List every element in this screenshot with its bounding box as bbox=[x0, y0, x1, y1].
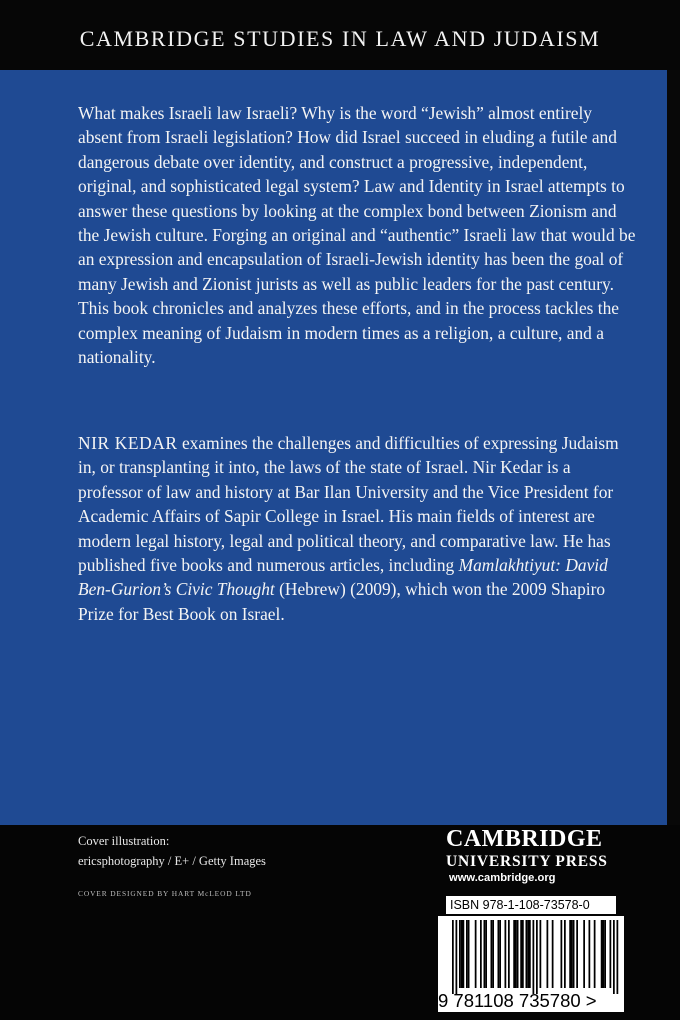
barcode-bar bbox=[603, 920, 605, 988]
barcode-bar bbox=[583, 920, 585, 988]
barcode-bar bbox=[461, 920, 463, 988]
barcode-bar bbox=[561, 920, 563, 988]
barcode-bar bbox=[564, 920, 566, 988]
illustration-credit-label: Cover illustration: bbox=[78, 834, 170, 848]
author-bio bbox=[78, 431, 638, 626]
barcode-bar bbox=[463, 920, 465, 988]
book-title-italic: Mamlakhtiyut: David Ben-Gurion’s Civic Thought bbox=[78, 555, 608, 600]
barcode-bar bbox=[508, 920, 510, 988]
barcode-bar bbox=[492, 920, 494, 988]
barcode-bar bbox=[594, 920, 596, 988]
barcode-bar bbox=[517, 920, 519, 988]
barcode-bar bbox=[515, 920, 517, 988]
author-name: NIR KEDAR bbox=[78, 433, 178, 453]
barcode-bar bbox=[547, 920, 549, 988]
barcode-bar bbox=[499, 920, 501, 988]
spine-edge bbox=[667, 70, 680, 825]
publisher-subtitle: UNIVERSITY PRESS bbox=[446, 853, 608, 870]
illustration-credit-source: ericsphotography / E+ / Getty Images bbox=[78, 854, 266, 868]
barcode-bar bbox=[485, 920, 487, 988]
author-bio-end: (Hebrew) (2009), which won the 2009 Shapiro Prize for Best Book on Israel. bbox=[78, 579, 606, 624]
barcode-bar bbox=[480, 920, 482, 988]
barcode-bar bbox=[459, 920, 461, 988]
barcode-bar bbox=[513, 920, 515, 988]
barcode bbox=[438, 916, 624, 1012]
series-title: CAMBRIDGE STUDIES IN LAW AND JUDAISM bbox=[79, 26, 601, 51]
barcode-bar bbox=[569, 920, 571, 988]
barcode-bar bbox=[468, 920, 470, 988]
barcode-bar bbox=[484, 920, 486, 988]
barcode-bar bbox=[604, 920, 606, 988]
barcode-bar bbox=[456, 920, 458, 994]
barcode-digits: 9 781108 735780 > bbox=[438, 990, 597, 1011]
designer-credit: COVER DESIGNED BY HART McLEOD LTD bbox=[78, 889, 252, 898]
blurb-paragraph: What makes Israeli law Israeli? Why is the word “Jewish” almost entirely absent from Israeli legislation? How did Israel succeed in eluding a futile and dangerous debate over identity, and construct a progressive, independent, original, and sophisticated legal system? Law and Identity in Israel attempts to answer these questions by looking at the complex bond between Zionism and the Jewish culture. Forging an original and “authentic” Israeli law that would be an expression and encapsulation of Israeli-Jewish identity has been the goal of many Jewish and Zionist jurists as well as public leaders for the past century. This book chronicles and analyzes these efforts, and in the process tackles the complex meaning of Judaism in modern times as a religion, a culture, and a nationality. bbox=[78, 103, 636, 368]
barcode-bar bbox=[576, 920, 578, 988]
author-bio-intro: examines the challenges and difficulties of expressing Judaism in, or transplanting it into, the laws of the state of Israel. Nir Kedar is a professor of law and history at Bar Ilan University and the Vice President for Academic Affairs of Sapir College in Israel. His main fields of interest are modern legal history, legal and political theory, and comparative law. He has published five books and numerous articles, including bbox=[78, 433, 619, 576]
barcode-bar bbox=[540, 920, 542, 988]
barcode-bar bbox=[526, 920, 528, 988]
publisher-logo: CAMBRIDGE bbox=[446, 826, 603, 852]
barcode-bar bbox=[533, 920, 535, 994]
barcode-bar bbox=[498, 920, 500, 988]
barcode-bar bbox=[505, 920, 507, 988]
barcode-bar bbox=[613, 920, 615, 994]
barcode-bar bbox=[466, 920, 468, 988]
barcode-bar bbox=[522, 920, 524, 988]
isbn-label: ISBN 978-1-108-73578-0 bbox=[446, 896, 616, 914]
barcode-bar bbox=[610, 920, 612, 988]
barcode-bar bbox=[552, 920, 554, 988]
barcode-bar bbox=[520, 920, 522, 988]
barcode-bar bbox=[491, 920, 493, 988]
barcode-bar bbox=[527, 920, 529, 988]
barcode-bar bbox=[573, 920, 575, 988]
barcode-bar bbox=[601, 920, 603, 988]
publisher-website: www.cambridge.org bbox=[449, 872, 556, 884]
barcode-bar bbox=[617, 920, 619, 994]
barcode-bar bbox=[571, 920, 573, 988]
barcode-bar bbox=[475, 920, 477, 988]
barcode-bar bbox=[589, 920, 591, 988]
barcode-bar bbox=[452, 920, 454, 994]
barcode-bar bbox=[536, 920, 538, 994]
barcode-bar bbox=[529, 920, 531, 988]
